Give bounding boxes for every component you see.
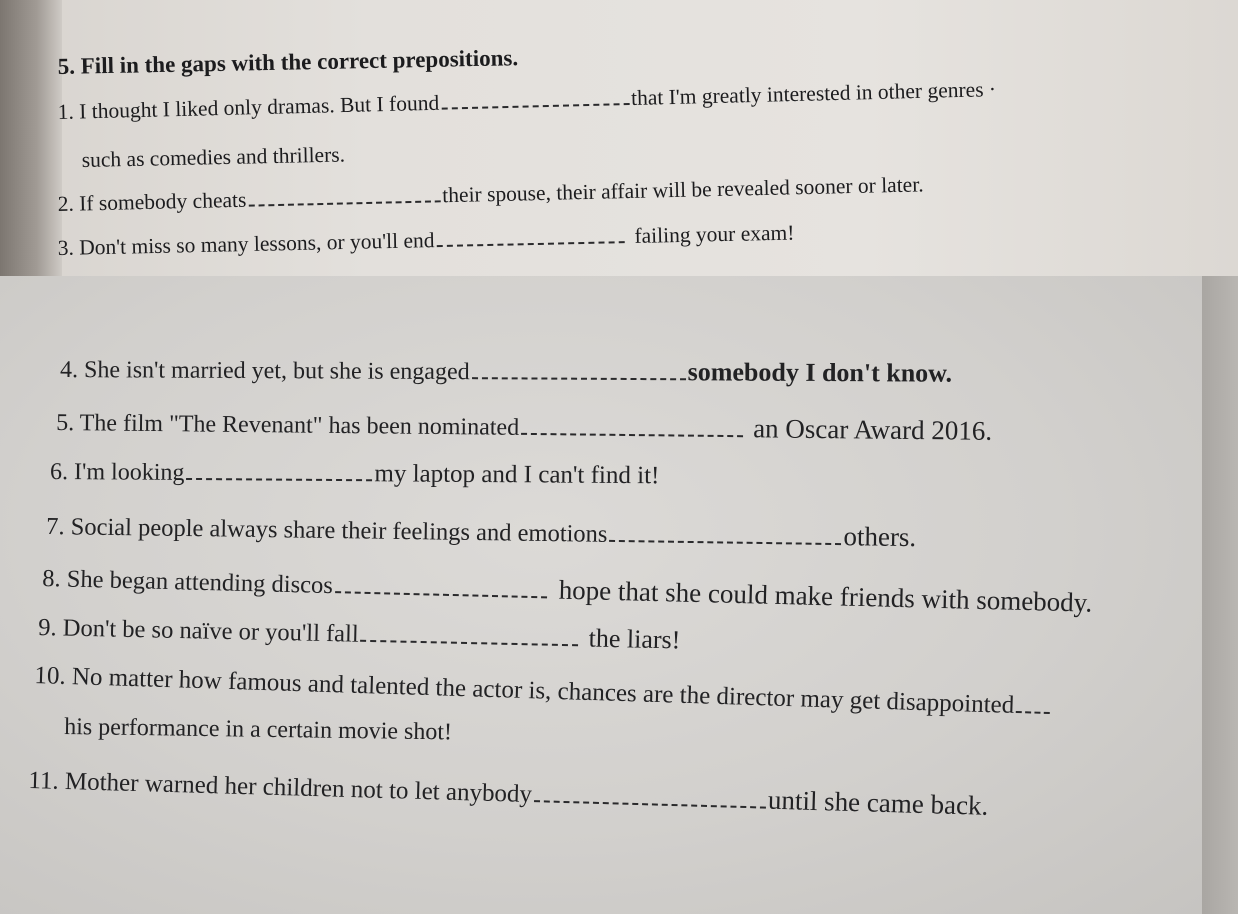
sentence-11 — [28, 764, 989, 822]
page-shadow-edge — [0, 0, 62, 276]
answer-gap-11[interactable] — [534, 795, 766, 808]
sentence-8-end: hope that she could make friends with somebody. — [558, 574, 1093, 618]
answer-gap-8[interactable] — [335, 586, 547, 598]
sentence-3-start: 3. Don't miss so many lessons, or you'll end — [57, 228, 435, 261]
sentence-9 — [38, 612, 681, 655]
sentence-7 — [46, 510, 916, 553]
exercise-heading: 5. Fill in the gaps with the correct prepositions. — [57, 45, 519, 80]
sentence-11-end: until she came back. — [767, 784, 989, 821]
answer-gap-10[interactable] — [1016, 706, 1050, 714]
sentence-9-start: 9. Don't be so naïve or you'll fall — [38, 614, 359, 648]
worksheet-photo-top — [0, 0, 1238, 276]
sentence-6-end: my laptop and I can't find it! — [374, 460, 660, 490]
sentence-3-end: failing your exam! — [634, 220, 795, 248]
answer-gap-1[interactable] — [441, 99, 629, 110]
sentence-4-end: somebody I don't know. — [687, 357, 953, 388]
sentence-2-end: their spouse, their affair will be revealed sooner or later. — [442, 172, 924, 208]
answer-gap-4[interactable] — [472, 372, 686, 380]
worksheet-photo-bottom — [0, 276, 1202, 914]
sentence-7-start: 7. Social people always share their feelings and emotions — [46, 513, 608, 548]
answer-gap-7[interactable] — [609, 535, 841, 545]
sentence-3 — [57, 221, 794, 261]
sentence-10 — [34, 662, 1053, 721]
sentence-4 — [60, 354, 952, 389]
sentence-1-start: 1. I thought I liked only dramas. But I found — [57, 90, 440, 125]
sentence-8-start: 8. She began attending discos — [42, 565, 334, 600]
sentence-9-end: the liars! — [588, 623, 681, 655]
sentence-4-start: 4. She isn't married yet, but she is engaged — [60, 357, 470, 386]
background-surface — [1202, 276, 1238, 914]
sentence-8 — [42, 562, 1093, 619]
sentence-6 — [50, 458, 660, 490]
sentence-6-start: 6. I'm looking — [50, 459, 185, 486]
sentence-5-start: 5. The film "The Revenant" has been nominated — [56, 410, 520, 441]
answer-gap-5[interactable] — [521, 428, 743, 437]
sentence-2 — [57, 172, 923, 217]
sentence-11-start: 11. Mother warned her children not to let anybody — [28, 767, 533, 809]
answer-gap-9[interactable] — [361, 635, 579, 646]
answer-gap-2[interactable] — [248, 196, 440, 207]
sentence-1 — [57, 77, 996, 125]
sentence-1-end: that I'm greatly interested in other genres · — [630, 77, 997, 110]
sentence-5-end: an Oscar Award 2016. — [753, 413, 993, 446]
sentence-5 — [56, 406, 992, 447]
sentence-7-end: others. — [843, 521, 917, 553]
answer-gap-3[interactable] — [436, 237, 624, 247]
sentence-1-continuation: such as comedies and thrillers. — [81, 142, 346, 173]
sentence-2-start: 2. If somebody cheats — [57, 187, 247, 217]
sentence-10-start: 10. No matter how famous and talented the actor is, chances are the director may get disappointed — [34, 662, 1015, 719]
sentence-10-continuation: his performance in a certain movie shot! — [64, 714, 453, 746]
answer-gap-6[interactable] — [186, 473, 372, 481]
